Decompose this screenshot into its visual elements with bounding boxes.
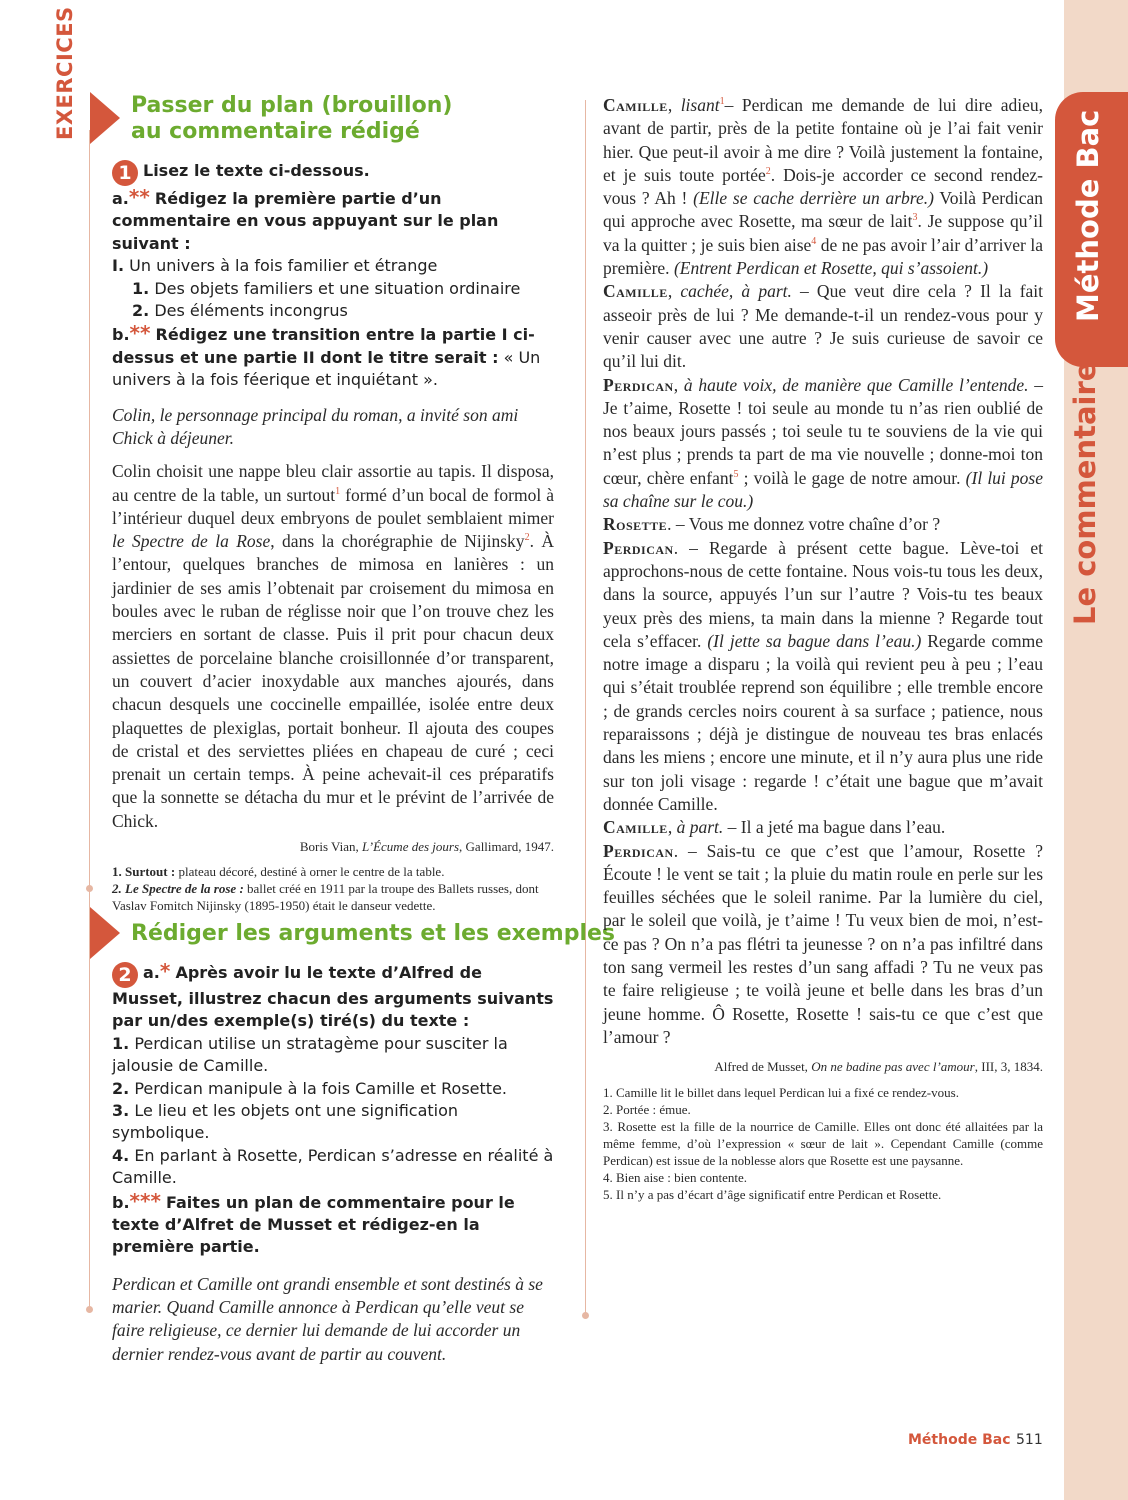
page-number: 511 (1016, 1432, 1043, 1448)
exercise-1b: b.** Rédigez une transition entre la partie I ci-dessus et une partie II dont le titre serait : « Un univers à la fois féerique et inquiétant ». (112, 321, 541, 390)
musset-footnotes (603, 1084, 1043, 1203)
plan-part-1: I. Un univers à la fois familier et étrange (112, 256, 438, 276)
exercise-number-badge: 2 (112, 962, 138, 988)
replica: Camille, cachée, à part. – Que veut dire cela ? Il la fait asseoir près de lui ? Me demande-t-il un rendez-vous pour y venir causer avec une autre ? Je suis curieuse de savoir ce qu’il lui dit. (603, 281, 1044, 372)
left-rule (89, 130, 90, 1310)
exercise-2b: b.*** Faites un plan de commentaire pour le texte d’Alfret de Musset et rédigez-en la première partie. (112, 1188, 515, 1257)
exercise-2a: 2 a.* Après avoir lu le texte d’Alfred de Musset, illustrez chacun des arguments suivants par un/des exemple(s) tiré(s) du texte : (112, 959, 554, 1031)
section-label: Le commentaire (1068, 361, 1102, 625)
argument-item: 1. Perdican utilise un stratagème pour susciter la jalousie de Camille. (112, 1033, 508, 1076)
musset-intro: Perdican et Camille ont grandi ensemble et sont destinés à se marier. Quand Camille annonce à Perdican qu’elle veut se faire religieuse, ce dernier lui demande de lui accorder un dernier rendez-vous avant de partir au couvent. (112, 1273, 543, 1364)
footnote: 5. Il n’y a pas d’écart d’âge significatif entre Perdican et Rosette. (603, 1187, 942, 1203)
plan-subpart-2: 2. Des éléments incongrus (132, 301, 348, 321)
argument-item: 2. Perdican manipule à la fois Camille et Rosette. (112, 1078, 507, 1098)
section-arrow-icon (90, 92, 120, 144)
footnote: 1. Surtout : plateau décoré, destiné à orner le centre de la table. (112, 864, 445, 879)
musset-source: Alfred de Musset, On ne badine pas avec l’amour, III, 3, 1834. (714, 1059, 1043, 1075)
vian-excerpt: Colin choisit une nappe bleu clair assortie au tapis. Il disposa, au centre de la table, un surtout$^1$ formé d’un bocal de formol à l’intérieur duquel deux embryons de poulet semblaient mimer le Spectre de la Rose, dans la chorégraphie de Nijinsky$^2$. À l’entour, quelques branches de mimosa en lanières : un jardinier de ses amis l’obtenait par croisement du mimosa en boules avec le ruban de réglisse noir que l’on trouve chez les merciers en sortant de classe. Puis il prit pour chacun deux assiettes de porcelaine blanche croisillonnée d’or transparent, un couvert d’acier inoxydable aux manches ajourés, dans chacun desquels une coccinelle empaillée, isolée entre deux plaquettes de plexiglas, portait bonheur. Il ajouta des coupes de cristal et des serviettes pliées en chapeau de curé ; ceci prenait un certain temps. À peine achevait-il ces préparatifs que la sonnette se détacha du mur et le prévint de l’arrivée de Chick. (112, 461, 554, 831)
footnote: 2. Portée : émue. (603, 1102, 691, 1118)
section-2-title: Rédiger les arguments et les exemples (131, 921, 615, 946)
section-arrow-icon (90, 907, 120, 959)
replica: Perdican, à haute voix, de manière que Camille l’entende. – Je t’aime, Rosette ! toi seule au monde tu n’as rien oublié de nos beaux jours passés ; toi seule tu te souviens de la vie qui n’est plus ; prends ta part de ma vie nouvelle ; donne-moi ton cœur, chère enfant$^5$ ; voilà le gage de notre amour. (Il lui pose sa chaîne sur le cou.) (603, 374, 1044, 512)
left-rule-dot (86, 1306, 93, 1313)
left-rule-dot (86, 885, 93, 892)
column-rule-dot (582, 1312, 589, 1319)
footnote: 1. Camille lit le billet dans lequel Perdican lui a fixé ce rendez-vous. (603, 1085, 959, 1101)
footnote: 4. Bien aise : bien contente. (603, 1170, 748, 1186)
exercise-1-instruction: 1 Lisez le texte ci-dessous. (112, 160, 554, 186)
text-intro: Colin, le personnage principal du roman, a invité son ami Chick à déjeuner. (112, 404, 519, 448)
replica: Perdican. – Sais-tu ce que c’est que l’amour, Rosette ? Écoute ! le vent se tait ; la pluie du matin roule en perle sur les feuilles séchées que le soleil ranime. Par la lumière du ciel, par le soleil que voilà, je t’aime ! Tu veux bien de moi, n’est-ce pas ? On n’a pas flétri ta jeunesse ? on n’a pas infiltré dans ton sang vermeil les restes d’un sang affadi ? Tu ne veux pas te faire religieuse ; te voilà jeune et belle dans les bras d’un jeune homme. Ô Rosette, Rosette ! sais-tu ce que c’est que l’amour ? (603, 840, 1043, 1047)
argument-item: 4. En parlant à Rosette, Perdican s’adresse en réalité à Camille. (112, 1145, 554, 1188)
argument-item: 3. Le lieu et les objets ont une signification symbolique. (112, 1101, 459, 1143)
footer-label: Méthode Bac (908, 1432, 1011, 1448)
exercise-2 (112, 960, 554, 1366)
side-tab-label: Méthode Bac (1071, 109, 1105, 322)
exercise-1 (112, 160, 554, 914)
replica: Camille, à part. – Il a jeté ma bague dans l’eau. (603, 817, 946, 838)
footnote: 3. Rosette est la fille de la nourrice de Camille. Elles ont donc été allaitées par la même femme, d’où l’expression « sœur de lait ». Cependant Camille (comme Perdican) est issue de la noblesse alors que Rosette est une paysanne. (603, 1119, 1043, 1169)
replica: Rosette. – Vous me donnez votre chaîne d’or ? (603, 514, 941, 535)
plan-subpart-1: 1. Des objets familiers et une situation ordinaire (132, 278, 521, 298)
exercises-label: EXERCICES (53, 6, 77, 140)
exercise-1a: a.** Rédigez la première partie d’un commentaire en vous appuyant sur le plan suivant : (112, 185, 499, 253)
replica: Perdican. – Regarde à présent cette bague. Lève-toi et approchons-nous de cette fontaine. Nous vois-tu tous les deux, dans la source, appuyés l’un sur l’autre ? Vois-tu tes beaux yeux près des miens, ta main dans la mienne ? Regarde tout cela s’effacer. (Il jette sa bague dans l’eau.) Regarde comme notre image a disparu ; la voilà qui revient peu à peu ; l’eau qui s’était troublée reprend son équilibre ; elle tremble encore ; de grands cercles noirs courent à sa surface ; patience, nous reparaissons ; déjà je distingue de nouveau tes bras enlacés dans les miens ; encore une minute, et il n’y aura plus une ride sur ton joli visage : regarde ! c’était une bague que m’avait donnée Camille. (603, 537, 1044, 814)
musset-excerpt (603, 94, 1043, 1203)
column-rule (585, 100, 586, 1315)
footnote: 2. Le Spectre de la rose : ballet créé en 1911 par la troupe des Ballets russes, dont Vaslav Fomitch Nijinsky (1895-1950) était le danseur vedette. (112, 881, 539, 913)
exercise-number-badge: 1 (112, 160, 138, 186)
replica: Camille, lisant$^1$– Perdican me demande de lui dire adieu, avant de partir, près de la petite fontaine où je l’ai fait venir hier. Que peut-il avoir à me dire ? Voilà justement la fontaine, et je suis toute portée$^2$. Dois-je accorder ce second rendez-vous ? Ah ! (Elle se cache derrière un arbre.) Voilà Perdican qui approche avec Rosette, ma sœur de lait$^3$. Je suppose qu’il va la quitter ; je suis bien aise$^4$ de ne pas avoir l’air d’arriver la première. (Entrent Perdican et Rosette, qui s’assoient.) (603, 95, 1044, 279)
section-1-title: Passer du plan (brouillon) au commentaire rédigé (131, 93, 453, 144)
vian-source: Boris Vian, L’Écume des jours, Gallimard, 1947. (299, 839, 554, 854)
